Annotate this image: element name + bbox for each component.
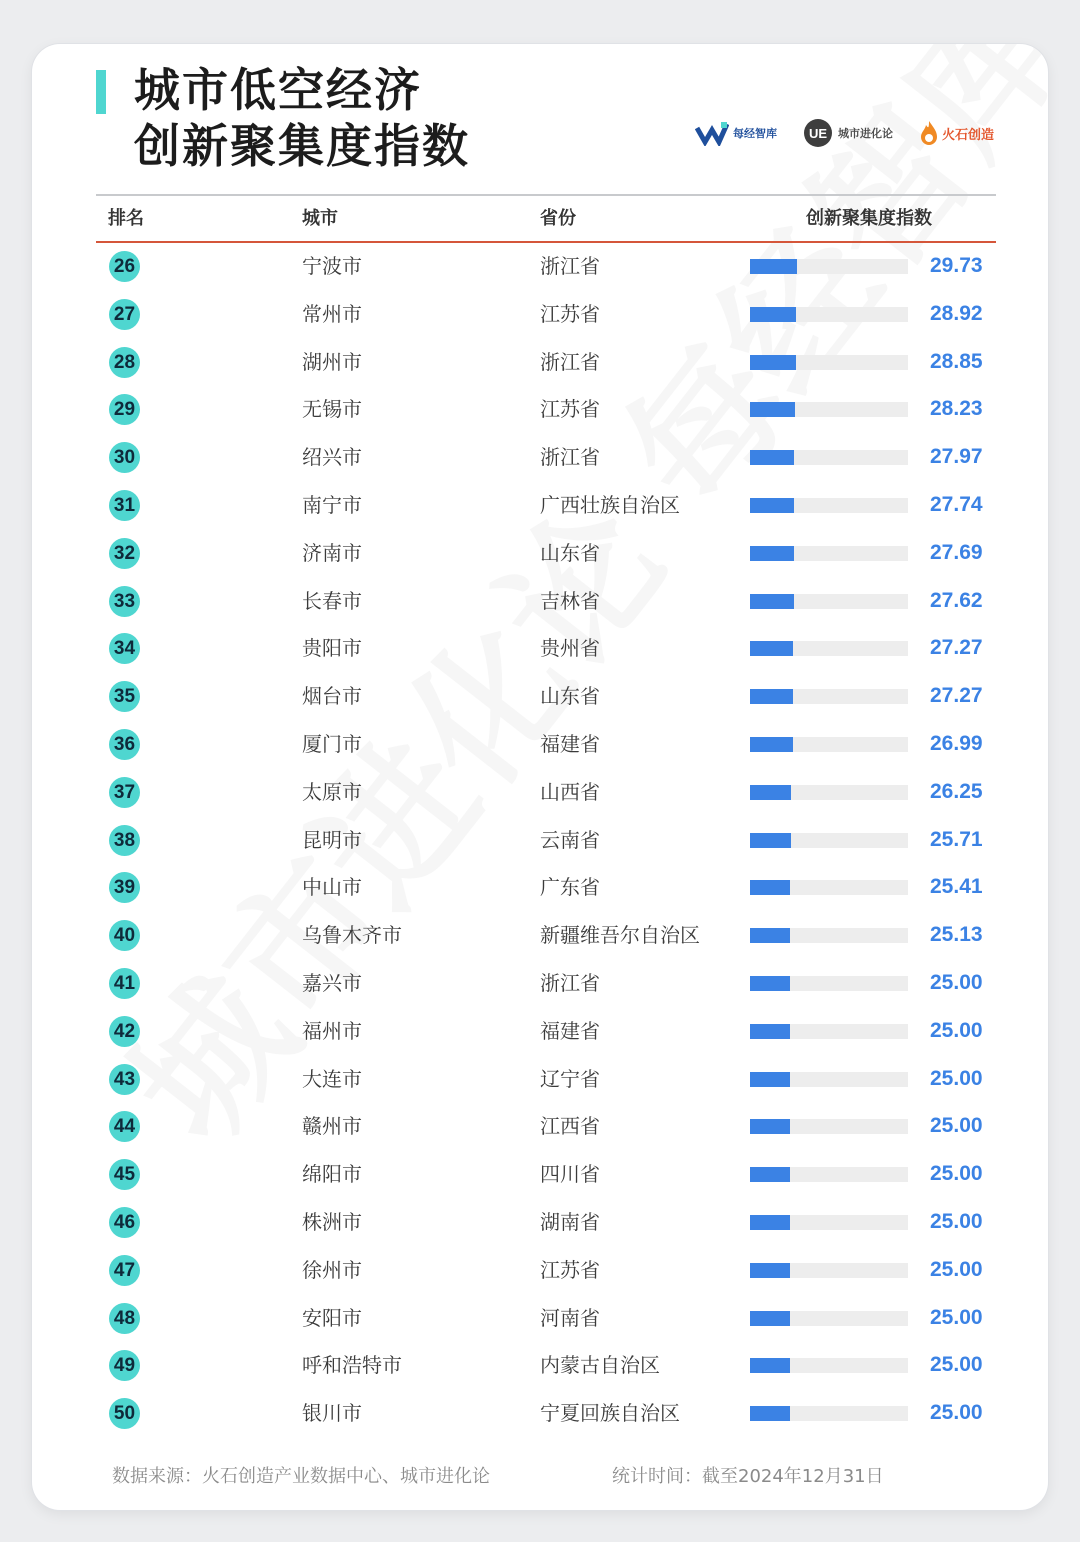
index-bar	[750, 450, 794, 465]
index-bar	[750, 928, 790, 943]
index-value: 28.85	[930, 349, 983, 373]
city-name: 徐州市	[302, 1257, 362, 1282]
index-bar	[750, 355, 796, 370]
index-value: 29.73	[930, 254, 983, 277]
index-value: 25.00	[930, 1066, 983, 1090]
index-value: 25.71	[930, 827, 983, 851]
rank-badge: 36	[109, 729, 140, 760]
rank-badge: 48	[109, 1303, 140, 1334]
index-bar	[750, 880, 790, 895]
index-value: 25.00	[930, 1114, 983, 1138]
index-bar-track	[750, 1072, 908, 1087]
province-name: 河南省	[540, 1305, 600, 1330]
rank-badge: 34	[109, 633, 140, 664]
index-bar	[750, 498, 794, 513]
index-value: 25.00	[930, 971, 983, 994]
city-name: 赣州市	[302, 1114, 362, 1139]
rank-badge: 50	[109, 1398, 140, 1429]
rank-badge: 35	[109, 681, 140, 712]
rank-badge: 39	[109, 872, 140, 903]
province-name: 山东省	[540, 540, 600, 565]
rank-badge: 44	[109, 1111, 140, 1142]
index-bar-track	[750, 355, 908, 370]
rank-badge: 41	[109, 968, 140, 999]
index-value: 25.00	[930, 1353, 983, 1377]
index-bar-track	[750, 689, 908, 704]
city-name: 呼和浩特市	[302, 1353, 402, 1378]
province-name: 江苏省	[540, 397, 600, 422]
province-name: 山东省	[540, 684, 600, 709]
nbd-logo-icon	[695, 120, 729, 146]
rank-badge: 45	[109, 1159, 140, 1190]
table-row	[32, 1102, 1048, 1150]
province-name: 浙江省	[540, 445, 600, 470]
index-bar-track	[750, 976, 908, 991]
table-row	[32, 1007, 1048, 1055]
index-bar-track	[750, 259, 908, 274]
index-bar	[750, 1167, 790, 1182]
index-bar	[750, 307, 796, 322]
index-bar-track	[750, 1167, 908, 1182]
index-value: 25.00	[930, 1305, 983, 1329]
index-bar-track	[750, 1311, 908, 1326]
header-top-rule	[96, 194, 996, 196]
table-row	[32, 720, 1048, 768]
ue-logo-mark: UE	[808, 126, 828, 141]
province-name: 江西省	[540, 1114, 600, 1139]
index-value: 27.97	[930, 445, 983, 469]
table-row	[32, 1294, 1048, 1342]
ue-logo-text: 城市进化论	[837, 127, 893, 140]
index-bar	[750, 1072, 790, 1087]
city-name: 济南市	[302, 540, 362, 565]
index-value: 27.74	[930, 493, 983, 516]
table-row	[32, 816, 1048, 864]
city-name: 嘉兴市	[302, 971, 362, 995]
index-bar-track	[750, 307, 908, 322]
table-row	[32, 768, 1048, 816]
rank-badge: 28	[109, 347, 140, 378]
index-bar	[750, 833, 791, 848]
city-name: 昆明市	[302, 827, 362, 852]
index-bar-track	[750, 928, 908, 943]
table-row	[32, 1150, 1048, 1198]
city-name: 银川市	[302, 1401, 362, 1426]
province-name: 吉林省	[540, 588, 600, 613]
title-line-1: 城市低空经济	[134, 63, 422, 117]
index-bar	[750, 1311, 790, 1326]
hs-logo	[919, 120, 994, 146]
index-value: 27.69	[930, 540, 983, 564]
province-name: 四川省	[540, 1162, 600, 1187]
city-name: 福州市	[302, 1018, 362, 1043]
city-name: 长春市	[302, 588, 362, 613]
rank-badge: 31	[109, 490, 140, 521]
city-name: 安阳市	[302, 1305, 362, 1330]
rank-badge: 29	[109, 394, 140, 425]
index-bar-track	[750, 594, 908, 609]
city-name: 湖州市	[302, 349, 362, 374]
table-row	[32, 481, 1048, 529]
table-row	[32, 911, 1048, 959]
city-name: 无锡市	[302, 397, 362, 422]
index-bar-track	[750, 1358, 908, 1373]
table-row	[32, 624, 1048, 672]
province-name: 宁夏回族自治区	[540, 1401, 680, 1426]
province-name: 福建省	[540, 1018, 600, 1043]
rank-badge: 42	[109, 1016, 140, 1047]
index-bar-track	[750, 1215, 908, 1230]
province-name: 湖南省	[540, 1210, 600, 1234]
index-value: 27.27	[930, 684, 983, 708]
city-name: 乌鲁木齐市	[302, 923, 402, 948]
index-value: 25.00	[930, 1257, 983, 1281]
table-row	[32, 1055, 1048, 1103]
index-bar-track	[750, 1119, 908, 1134]
table-row	[32, 672, 1048, 720]
province-name: 贵州省	[540, 636, 600, 661]
city-name: 绍兴市	[302, 445, 362, 470]
city-name: 贵阳市	[302, 636, 362, 661]
stat-date: 统计时间：截至2024年12月31日	[612, 1466, 884, 1487]
index-bar-track	[750, 641, 908, 656]
province-name: 广西壮族自治区	[540, 493, 680, 517]
province-name: 新疆维吾尔自治区	[540, 923, 700, 948]
ranking-card	[32, 44, 1048, 1510]
table-row	[32, 863, 1048, 911]
index-bar	[750, 1263, 790, 1278]
province-name: 江苏省	[540, 301, 600, 326]
index-bar-track	[750, 450, 908, 465]
rank-badge: 30	[109, 442, 140, 473]
province-name: 辽宁省	[540, 1066, 600, 1091]
index-bar	[750, 641, 793, 656]
city-name: 中山市	[302, 875, 362, 900]
rank-badge: 33	[109, 586, 140, 617]
ue-logo	[803, 118, 893, 148]
index-bar	[750, 1406, 790, 1421]
table-row	[32, 577, 1048, 625]
rank-badge: 32	[109, 538, 140, 569]
rank-badge: 46	[109, 1207, 140, 1238]
index-value: 26.99	[930, 732, 983, 755]
city-name: 株洲市	[302, 1210, 362, 1234]
nbd-logo	[695, 120, 777, 146]
index-bar	[750, 594, 794, 609]
index-value: 26.25	[930, 779, 983, 803]
city-name: 大连市	[302, 1066, 362, 1091]
table-row	[32, 338, 1048, 386]
city-name: 烟台市	[302, 684, 362, 709]
city-name: 绵阳市	[302, 1162, 362, 1187]
index-bar-track	[750, 402, 908, 417]
index-bar	[750, 259, 797, 274]
province-name: 浙江省	[540, 254, 600, 278]
table-row	[32, 529, 1048, 577]
province-name: 内蒙古自治区	[540, 1353, 660, 1378]
table-row	[32, 959, 1048, 1007]
rank-badge: 40	[109, 920, 140, 951]
logo-group	[669, 116, 994, 150]
index-bar-track	[750, 1406, 908, 1421]
index-value: 27.27	[930, 636, 983, 660]
city-name: 宁波市	[302, 254, 362, 278]
rank-badge: 37	[109, 777, 140, 808]
rank-badge: 47	[109, 1255, 140, 1286]
flame-icon	[919, 120, 939, 146]
index-bar-track	[750, 1263, 908, 1278]
ue-logo-icon	[803, 118, 833, 148]
table-row	[32, 242, 1048, 290]
col-header-index: 创新聚集度指数	[806, 208, 932, 229]
province-name: 山西省	[540, 779, 600, 804]
table-row	[32, 385, 1048, 433]
table-row	[32, 1246, 1048, 1294]
province-name: 云南省	[540, 827, 600, 852]
index-bar-track	[750, 737, 908, 752]
index-value: 25.13	[930, 923, 983, 947]
index-value: 25.00	[930, 1018, 983, 1042]
index-value: 27.62	[930, 588, 983, 612]
province-name: 广东省	[540, 875, 600, 900]
table-row	[32, 1341, 1048, 1389]
index-value: 25.00	[930, 1210, 983, 1233]
nbd-logo-text: 每经智库	[732, 127, 777, 140]
index-bar-track	[750, 1024, 908, 1039]
index-bar	[750, 976, 790, 991]
index-bar-track	[750, 785, 908, 800]
province-name: 江苏省	[540, 1257, 600, 1282]
index-bar	[750, 402, 795, 417]
hs-logo-text: 火石创造	[941, 127, 994, 143]
index-value: 25.41	[930, 875, 983, 899]
table-row	[32, 1389, 1048, 1437]
col-header-rank: 排名	[108, 208, 144, 229]
city-name: 南宁市	[302, 493, 362, 517]
province-name: 福建省	[540, 732, 600, 756]
index-bar-track	[750, 498, 908, 513]
index-bar	[750, 1119, 790, 1134]
title-accent-bar	[96, 70, 106, 114]
index-bar	[750, 785, 791, 800]
rank-badge: 49	[109, 1350, 140, 1381]
index-bar	[750, 737, 793, 752]
province-name: 浙江省	[540, 971, 600, 995]
index-value: 25.00	[930, 1162, 983, 1186]
index-value: 28.23	[930, 397, 983, 421]
rank-badge: 26	[109, 251, 140, 282]
rank-badge: 43	[109, 1064, 140, 1095]
index-bar	[750, 689, 793, 704]
index-value: 25.00	[930, 1401, 983, 1425]
province-name: 浙江省	[540, 349, 600, 374]
index-bar	[750, 1024, 790, 1039]
city-name: 常州市	[302, 301, 362, 326]
index-bar	[750, 1215, 790, 1230]
page-title	[134, 62, 470, 174]
rank-badge: 27	[109, 299, 140, 330]
rank-badge: 38	[109, 825, 140, 856]
data-source: 数据来源：火石创造产业数据中心、城市进化论	[112, 1466, 490, 1487]
index-value: 28.92	[930, 301, 983, 325]
table-row	[32, 433, 1048, 481]
index-bar	[750, 546, 794, 561]
table-row	[32, 1198, 1048, 1246]
index-bar-track	[750, 880, 908, 895]
city-name: 太原市	[302, 779, 362, 804]
table-row	[32, 290, 1048, 338]
col-header-city: 城市	[302, 208, 338, 229]
index-bar-track	[750, 546, 908, 561]
city-name: 厦门市	[302, 732, 362, 756]
title-line-2: 创新聚集度指数	[134, 119, 470, 173]
index-bar-track	[750, 833, 908, 848]
col-header-province: 省份	[540, 208, 576, 229]
index-bar	[750, 1358, 790, 1373]
